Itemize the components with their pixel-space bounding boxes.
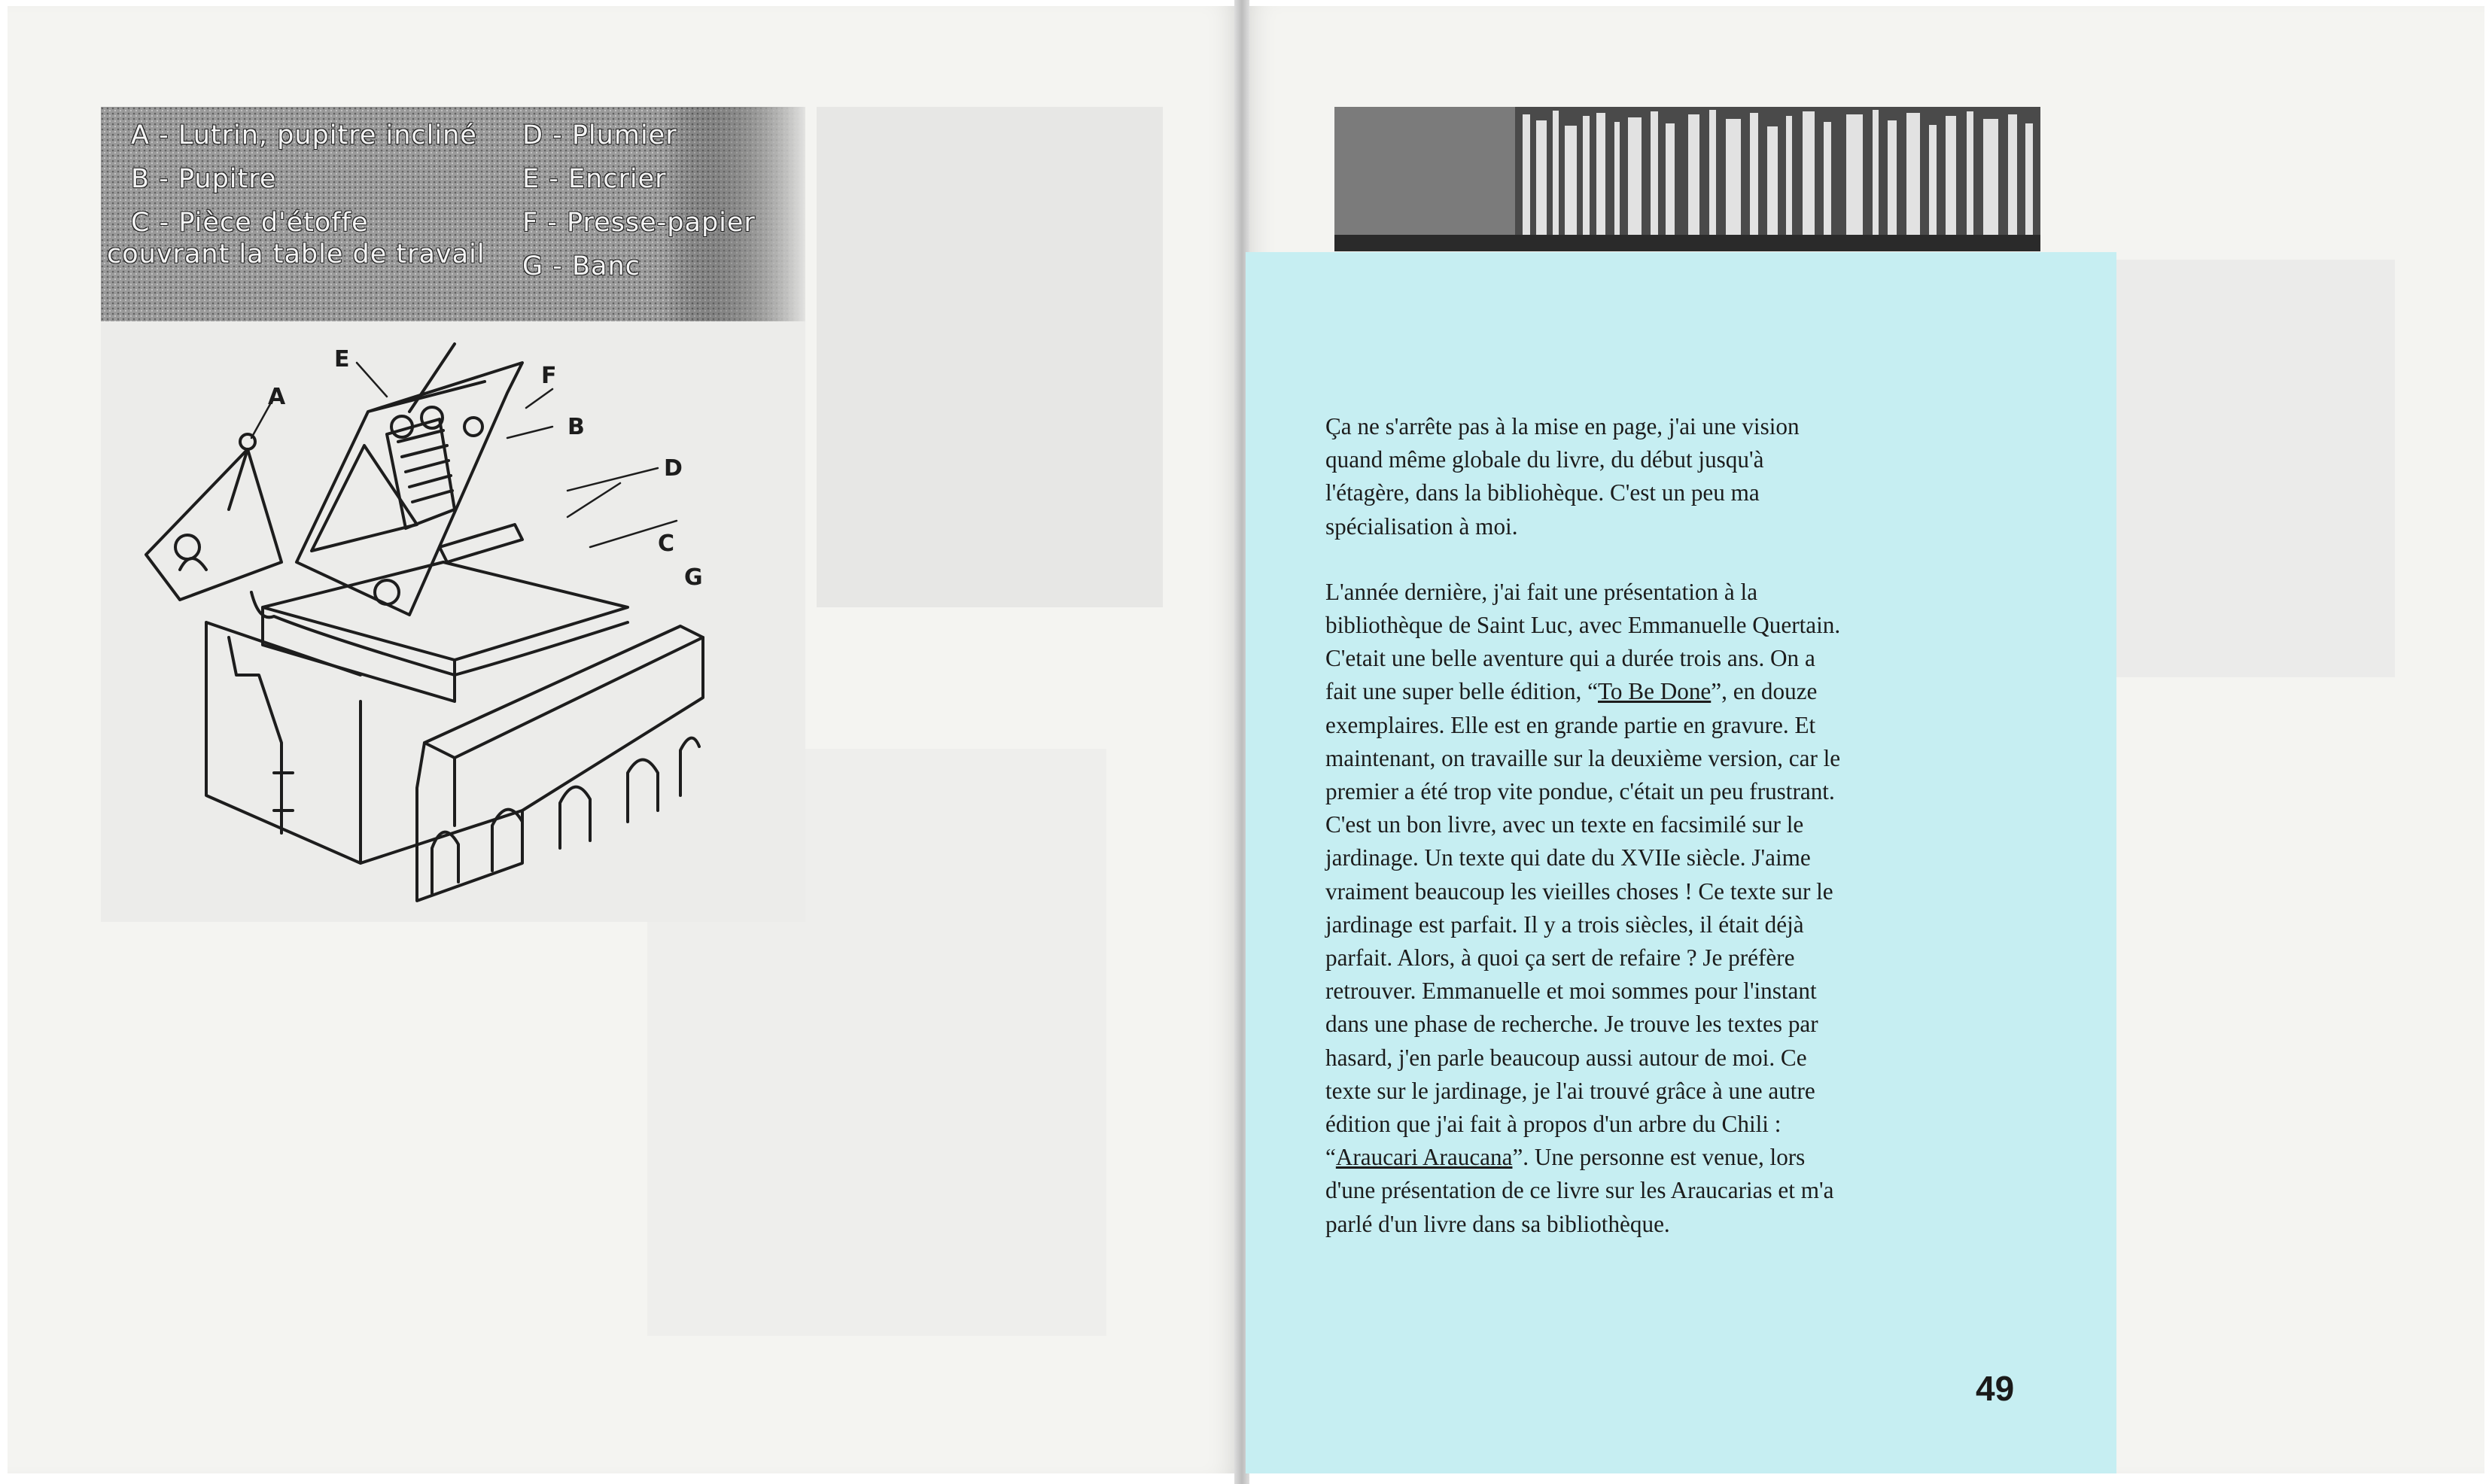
figure-legend <box>101 107 805 321</box>
show-through-image-right <box>2116 260 2395 677</box>
paragraph-2 <box>1325 576 1852 1241</box>
figure-label-e: E <box>334 346 350 373</box>
paragraph-2-part-a: L'année dernière, j'ai fait une présentation à la bibliothèque de Saint Luc, avec Emmanuelle Quertain. C'etait une belle aventure qui a durée trois ans. On a fait une super belle édition, “ <box>1325 578 1841 705</box>
lectern-a <box>146 449 281 600</box>
bench-arches <box>432 738 699 893</box>
legend-item-f: F - Presse-papier <box>522 208 756 238</box>
legend-item-b: B - Pupitre <box>131 164 277 194</box>
paragraph-2-part-c: ”. Une personne est venue, lors d'une présentation de ce livre sur les Araucarias et m'a parlé d'un livre dans sa bibliothèque. <box>1325 1144 1834 1237</box>
table-top <box>263 562 628 660</box>
plumier <box>440 525 522 562</box>
legend-item-g: G - Banc <box>522 251 640 281</box>
bench-top <box>424 626 703 758</box>
legend-item-c: C - Pièce d'étoffe <box>131 208 369 238</box>
legend-item-e: E - Encrier <box>522 164 667 194</box>
figure-label-d: D <box>664 455 683 482</box>
book-title-araucari-araucana: Araucari Araucana <box>1335 1144 1513 1171</box>
pen <box>409 344 455 412</box>
figure-label-a: A <box>268 384 286 410</box>
bookshelf-photo <box>1334 107 2040 251</box>
legend-item-d: D - Plumier <box>522 120 677 151</box>
table-cloth-edge <box>251 592 628 675</box>
writing-desk-drawing <box>101 321 805 922</box>
figure-label-f: F <box>541 363 557 389</box>
paragraph-1: Ça ne s'arrête pas à la mise en page, j'ai une vision quand même globale du livre, du début jusqu'à l'étagère, dans la bibliohèque. C'est un peu ma spécialisation à moi. <box>1325 413 1800 540</box>
lectern-b <box>297 363 522 615</box>
cord <box>229 637 293 833</box>
table-front <box>263 607 455 701</box>
paragraph-2-part-b: ”, en douze exemplaires. Elle est en grande partie en gravure. Et maintenant, on travaille sur la deuxième version, car le premier a été trop vite pondue, c'était un peu frustrant. C'est un bon livre, avec un texte en facsimilé sur le jardinage. Un texte qui date du XVIIe siècle. J'aime vraiment beaucoup les vieilles choses ! Ce texte sur le jardinage est parfait. Il y a trois siècles, il était déjà parfait. Alors, à quoi ça sert de refaire ? Je préfère retrouver. Emmanuelle et moi sommes pour l'instant dans une phase de recherche. Je trouve les textes par hasard, j'en parle beaucoup aussi autour de moi. Ce texte sur le jardinage, je l'ai trouvé grâce à une autre édition que j'ai fait à propos d'un arbre du Chili : “ <box>1325 678 1841 1171</box>
interview-text <box>1325 410 1852 1273</box>
table-body <box>206 622 522 863</box>
book-title-to-be-done: To Be Done <box>1598 678 1712 705</box>
legend-item-c-continued: couvrant la table de travail <box>107 239 485 269</box>
show-through-image-left <box>817 107 1163 607</box>
figure-label-b: B <box>567 414 585 440</box>
bookshelf-image <box>1334 107 2040 251</box>
legend-item-a: A - Lutrin, pupitre incliné <box>131 120 477 151</box>
figure-label-g: G <box>684 564 703 591</box>
page-number: 49 <box>1976 1369 2015 1408</box>
figure-label-c: C <box>658 531 675 557</box>
